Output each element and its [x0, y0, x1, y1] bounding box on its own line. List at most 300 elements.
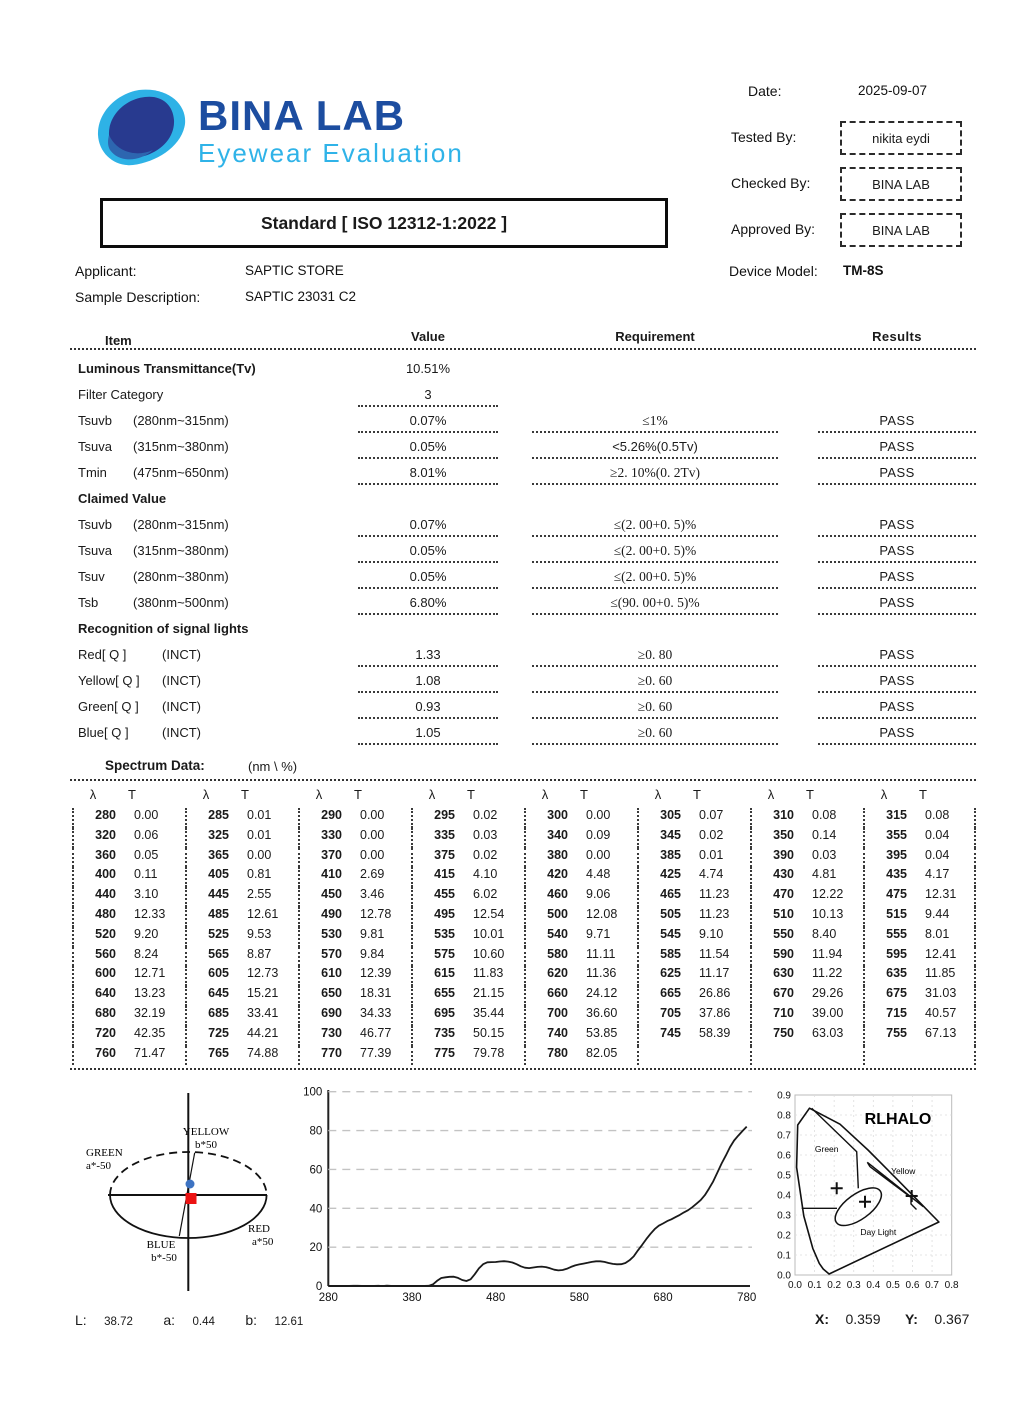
svg-text:0: 0 [315, 1281, 323, 1293]
result-row [70, 539, 976, 565]
transmittance-value: 39.00 [812, 1005, 844, 1020]
bina-lab-logo-icon [95, 88, 189, 173]
transmittance-value: 11.23 [699, 906, 730, 921]
requirement-cell: ≤1% [532, 409, 778, 433]
spectrum-cell [524, 887, 637, 907]
wavelength-value: 390 [773, 847, 794, 862]
wavelength-value: 660 [547, 986, 568, 1001]
spectrum-row [72, 907, 976, 927]
spectrum-cell [863, 986, 976, 1006]
wavelength-value: 500 [547, 906, 568, 921]
wavelength-value: 435 [886, 867, 907, 882]
section-row [70, 617, 976, 643]
spectrum-cell [524, 966, 637, 986]
spectrum-row [72, 1006, 976, 1026]
transmittance-value: 0.02 [699, 827, 724, 842]
spectral-locus-outline [797, 1108, 939, 1274]
transmittance-value: 0.00 [134, 808, 159, 822]
transmittance-value: 0.04 [925, 827, 950, 842]
spectrum-header-cell: λ T [89, 787, 136, 802]
transmittance-value: 4.10 [473, 867, 498, 882]
wavelength-value: 770 [321, 1045, 342, 1060]
spectrum-cell [72, 887, 185, 907]
transmittance-value: 18.31 [360, 986, 392, 1001]
approved-by-value: BINA LAB [872, 222, 930, 238]
label-yellow-axis: YELLOW [182, 1126, 230, 1138]
spectrum-cell [637, 1046, 750, 1066]
wavelength-value: 470 [773, 887, 794, 902]
transmittance-value: 58.39 [699, 1025, 731, 1040]
wavelength-value: 360 [95, 847, 116, 862]
l-value: 38.72 [104, 1316, 133, 1328]
col-header-results: Results [872, 329, 922, 344]
spectrum-cell [72, 1026, 185, 1046]
svg-text:0.3: 0.3 [777, 1210, 791, 1222]
result-row [70, 409, 976, 435]
item-cell [70, 721, 358, 740]
wavelength-value: 630 [773, 966, 794, 981]
spectrum-row [72, 966, 976, 986]
transmittance-value: 9.71 [586, 926, 611, 941]
spectrum-cell [411, 986, 524, 1006]
wavelength-value: 340 [547, 827, 568, 842]
transmittance-value: 12.22 [812, 887, 844, 902]
spectrum-row [72, 947, 976, 967]
a-value: 0.44 [192, 1316, 215, 1328]
checked-by-label: Checked By: [731, 175, 811, 191]
spectrum-cell [750, 808, 863, 828]
wavelength-value: 740 [547, 1025, 568, 1040]
wavelength-value: 280 [95, 808, 116, 822]
sample-description-label: Sample Description: [75, 289, 201, 305]
transmittance-value: 12.73 [247, 966, 279, 981]
checked-by-value: BINA LAB [872, 176, 930, 192]
transmittance-value: 12.61 [247, 906, 279, 921]
wavelength-value: 590 [773, 946, 794, 961]
transmittance-value: 12.33 [134, 906, 166, 921]
transmittance-value: 35.44 [473, 1005, 505, 1020]
transmittance-value: 31.03 [925, 986, 957, 1001]
transmittance-value: 0.02 [473, 808, 498, 822]
svg-text:380: 380 [402, 1292, 422, 1304]
label-green-axis: GREEN [86, 1147, 123, 1159]
item-name: Red[ Q ] [78, 647, 127, 662]
svg-text:780: 780 [737, 1292, 757, 1304]
wavelength-value: 700 [547, 1005, 568, 1020]
value-cell: 1.33 [358, 643, 498, 667]
spectrum-cell [637, 887, 750, 907]
item-name: Yellow[ Q ] [78, 673, 140, 688]
sample-point-dot [186, 1180, 195, 1189]
svg-text:40: 40 [309, 1203, 323, 1216]
wavelength-value: 735 [434, 1025, 455, 1040]
wavelength-value: 495 [434, 906, 455, 921]
results-table [70, 329, 976, 747]
results-table-header [70, 329, 976, 346]
spectrum-header-cell: λ T [880, 787, 927, 802]
transmittance-value: 12.71 [134, 966, 166, 981]
spectrum-cell [298, 1026, 411, 1046]
spectrum-cell [411, 927, 524, 947]
item-cell [70, 643, 358, 662]
spectrum-header-cell: λ T [654, 787, 701, 802]
svg-text:0.7: 0.7 [925, 1280, 940, 1291]
logo-subtitle: Eyewear Evaluation [198, 138, 464, 168]
item-range: (280nm~315nm) [133, 517, 229, 532]
wavelength-value: 350 [773, 827, 794, 842]
spectrum-table [72, 787, 976, 1065]
result-row [70, 357, 976, 383]
svg-text:0.1: 0.1 [777, 1250, 791, 1262]
item-cell [70, 461, 358, 480]
svg-text:480: 480 [486, 1292, 506, 1304]
svg-text:0.2: 0.2 [827, 1280, 842, 1291]
transmittance-value: 0.00 [360, 808, 385, 822]
svg-text:0.0: 0.0 [788, 1280, 802, 1291]
transmittance-value: 12.39 [360, 966, 392, 981]
svg-text:0.9: 0.9 [777, 1090, 791, 1102]
spectrum-cell [185, 887, 298, 907]
item-name: Tsb [78, 595, 99, 610]
transmittance-value: 0.00 [247, 847, 272, 862]
svg-text:0.5: 0.5 [777, 1170, 791, 1182]
wavelength-value: 680 [95, 1005, 116, 1020]
wavelength-value: 570 [321, 946, 342, 961]
label-red-sub: a*50 [252, 1236, 274, 1248]
spectrum-cell [72, 907, 185, 927]
y-label: Y: [904, 1311, 918, 1327]
wavelength-value: 685 [208, 1005, 229, 1020]
item-cell [70, 409, 358, 428]
svg-text:0.1: 0.1 [807, 1280, 822, 1291]
wavelength-value: 490 [321, 906, 342, 921]
item-name: Tmin [78, 465, 107, 480]
wavelength-value: 645 [208, 986, 229, 1001]
value-cell: 0.05% [358, 435, 498, 459]
transmittance-value: 53.85 [586, 1025, 618, 1040]
transmittance-value: 9.84 [360, 946, 385, 961]
requirement-cell [532, 357, 778, 381]
b-label: b: [245, 1312, 258, 1328]
result-cell: PASS [818, 539, 976, 563]
logo-text-block [198, 92, 464, 168]
transmittance-value: 0.00 [360, 847, 385, 862]
requirement-cell: ≥0. 60 [532, 695, 778, 719]
spectrum-cell [411, 808, 524, 828]
l-label: L: [75, 1312, 87, 1328]
requirement-cell: ≥0. 60 [532, 721, 778, 745]
result-row [70, 643, 976, 669]
standard-title-box [100, 198, 668, 248]
wavelength-value: 285 [208, 808, 229, 822]
svg-text:0.3: 0.3 [846, 1280, 861, 1291]
spectrum-row [72, 867, 976, 887]
requirement-cell: ≤(2. 00+0. 5)% [532, 565, 778, 589]
wavelength-value: 565 [208, 946, 229, 961]
wavelength-value: 380 [547, 847, 568, 862]
spectrum-row [72, 848, 976, 868]
spectrum-cell [750, 848, 863, 868]
wavelength-value: 640 [95, 986, 116, 1001]
spectrum-cell [411, 1046, 524, 1066]
spectrum-cell [298, 986, 411, 1006]
wavelength-value: 505 [660, 906, 681, 921]
wavelength-value: 615 [434, 966, 455, 981]
cie-label-daylight: Day Light [860, 1227, 897, 1237]
transmittance-value: 82.05 [586, 1045, 618, 1060]
label-red-axis: RED [248, 1223, 270, 1235]
spectrum-cell [637, 947, 750, 967]
cie-chromaticity-chart [765, 1085, 1020, 1325]
requirement-cell: ≥0. 80 [532, 643, 778, 667]
spectrum-cell [863, 848, 976, 868]
spectrum-cell [524, 1046, 637, 1066]
value-cell: 0.93 [358, 695, 498, 719]
wavelength-value: 595 [886, 946, 907, 961]
item-range: (INCT) [162, 725, 201, 740]
spectrum-header-cell: λ T [315, 787, 362, 802]
cie-label-yellow: Yellow [891, 1166, 916, 1176]
wavelength-value: 290 [321, 808, 342, 822]
transmittance-value: 24.12 [586, 986, 618, 1001]
transmittance-value: 3.10 [134, 887, 159, 902]
wavelength-value: 385 [660, 847, 681, 862]
spectrum-row [72, 887, 976, 907]
spectrum-cell [524, 986, 637, 1006]
spectrum-cell [863, 1046, 976, 1066]
transmittance-value: 0.00 [586, 847, 611, 862]
transmittance-value: 21.15 [473, 986, 505, 1001]
wavelength-value: 300 [547, 808, 568, 822]
wavelength-value: 455 [434, 887, 455, 902]
wavelength-value: 525 [208, 926, 229, 941]
transmittance-value: 44.21 [247, 1025, 279, 1040]
requirement-cell: ≥0. 60 [532, 669, 778, 693]
result-row [70, 565, 976, 591]
spectrum-row [72, 808, 976, 828]
transmittance-value: 0.08 [925, 808, 950, 822]
spectrum-cell [411, 947, 524, 967]
spectrum-cell [637, 828, 750, 848]
spectrum-cell [863, 1006, 976, 1026]
requirement-cell: ≤(2. 00+0. 5)% [532, 513, 778, 537]
value-cell: 8.01% [358, 461, 498, 485]
spectrum-cell [72, 966, 185, 986]
spectrum-cell [524, 1026, 637, 1046]
transmittance-value: 8.40 [812, 926, 837, 941]
spectrum-cell [411, 1006, 524, 1026]
result-cell: PASS [818, 513, 976, 537]
spectrum-cell [750, 907, 863, 927]
wavelength-value: 325 [208, 827, 229, 842]
spectrum-cell [750, 947, 863, 967]
spectrum-divider-bottom [70, 1068, 976, 1070]
result-cell: PASS [818, 695, 976, 719]
transmittance-value: 0.00 [360, 827, 385, 842]
value-cell: 3 [358, 383, 498, 407]
wavelength-value: 780 [547, 1045, 568, 1060]
transmittance-value: 0.05 [134, 847, 159, 862]
svg-text:0.5: 0.5 [885, 1280, 900, 1291]
spectrum-header-cell: λ T [202, 787, 249, 802]
spectrum-cell [185, 848, 298, 868]
svg-text:0.4: 0.4 [777, 1190, 791, 1202]
wavelength-value: 725 [208, 1025, 229, 1040]
requirement-cell: ≥2. 10%(0. 2Tv) [532, 461, 778, 485]
transmittance-value: 12.54 [473, 906, 505, 921]
spectrum-cell [72, 848, 185, 868]
transmittance-value: 11.23 [699, 887, 730, 902]
x-label: X: [815, 1311, 829, 1327]
spectrum-cell [637, 867, 750, 887]
value-cell: 0.05% [358, 539, 498, 563]
xy-values-row [815, 1311, 969, 1329]
item-name: Filter Category [78, 387, 164, 402]
wavelength-value: 545 [660, 926, 681, 941]
spectrum-header-cell: λ T [767, 787, 814, 802]
spectrum-header-cell: λ T [541, 787, 588, 802]
requirement-cell: ≤(2. 00+0. 5)% [532, 539, 778, 563]
item-cell [70, 383, 358, 402]
item-cell [70, 695, 358, 714]
checked-by-box [840, 167, 962, 201]
item-name: Tsuvb [78, 517, 112, 532]
transmittance-value: 36.60 [586, 1005, 618, 1020]
col-header-value: Value [411, 329, 445, 344]
spectrum-cell [185, 1046, 298, 1066]
transmittance-value: 32.19 [134, 1005, 166, 1020]
wavelength-value: 605 [208, 966, 229, 981]
result-cell [818, 383, 976, 407]
wavelength-value: 315 [886, 808, 907, 822]
wavelength-value: 750 [773, 1025, 794, 1040]
wavelength-value: 345 [660, 827, 681, 842]
transmittance-value: 4.17 [925, 867, 950, 882]
value-cell: 0.07% [358, 513, 498, 537]
transmittance-value: 2.69 [360, 867, 385, 882]
item-cell [70, 565, 358, 584]
item-name: Tsuva [78, 439, 112, 454]
transmittance-value: 9.20 [134, 926, 159, 941]
transmittance-value: 12.41 [925, 946, 957, 961]
transmittance-value: 26.86 [699, 986, 731, 1001]
transmittance-value: 0.00 [586, 808, 611, 822]
lab-values-row [75, 1312, 303, 1330]
results-rows [70, 350, 976, 747]
svg-text:20: 20 [309, 1242, 323, 1255]
spectrum-cell [637, 927, 750, 947]
date-value: 2025-09-07 [858, 83, 928, 98]
transmittance-value: 4.81 [812, 867, 837, 882]
spectrum-cell [298, 828, 411, 848]
spectrum-cell [298, 947, 411, 967]
item-name: Tsuvb [78, 413, 112, 428]
transmittance-value: 46.77 [360, 1025, 392, 1040]
transmittance-value: 10.60 [473, 946, 505, 961]
item-name: Tsuv [78, 569, 105, 584]
svg-text:0.8: 0.8 [944, 1280, 959, 1291]
wavelength-value: 450 [321, 887, 342, 902]
requirement-cell: <5.26%(0.5Tv) [532, 435, 778, 459]
sample-description-value: SAPTIC 23031 C2 [245, 289, 357, 304]
wavelength-value: 410 [321, 867, 342, 882]
transmittance-value: 9.53 [247, 926, 272, 941]
spectrum-cell [863, 907, 976, 927]
spectrum-cell [411, 887, 524, 907]
wavelength-value: 310 [773, 808, 794, 822]
item-name: Green[ Q ] [78, 699, 139, 714]
item-name: Tsuva [78, 543, 112, 558]
transmittance-value: 71.47 [134, 1045, 166, 1060]
transmittance-value: 0.14 [812, 827, 837, 842]
transmittance-value: 11.22 [812, 966, 843, 981]
spectrum-cell [863, 867, 976, 887]
spectrum-cell [72, 986, 185, 1006]
spectrum-cell [863, 927, 976, 947]
spectrum-cell [411, 966, 524, 986]
spectrum-cell [185, 1026, 298, 1046]
result-cell: PASS [818, 565, 976, 589]
wavelength-value: 650 [321, 986, 342, 1001]
transmittance-value: 29.26 [812, 986, 844, 1001]
result-row [70, 435, 976, 461]
svg-text:580: 580 [569, 1292, 589, 1304]
transmittance-value: 0.01 [247, 827, 272, 842]
section-row [70, 487, 976, 513]
spectrum-cell [637, 986, 750, 1006]
transmittance-value: 9.81 [360, 926, 385, 941]
spectrum-cell [298, 808, 411, 828]
transmittance-value: 13.23 [134, 986, 166, 1001]
label-blue-axis: BLUE [146, 1239, 176, 1251]
wavelength-value: 480 [95, 906, 116, 921]
item-range: (315nm~380nm) [133, 439, 229, 454]
wavelength-value: 535 [434, 926, 455, 941]
wavelength-value: 440 [95, 887, 116, 902]
wavelength-value: 760 [95, 1045, 116, 1060]
transmittance-value: 10.01 [473, 926, 505, 941]
wavelength-value: 330 [321, 827, 342, 842]
spectrum-row [72, 1046, 976, 1066]
result-cell: PASS [818, 643, 976, 667]
spectrum-cell [863, 887, 976, 907]
spectrum-cell [750, 867, 863, 887]
transmittance-value: 8.01 [925, 926, 950, 941]
wavelength-value: 355 [886, 827, 907, 842]
spectrum-cell [72, 1046, 185, 1066]
wavelength-value: 715 [886, 1005, 907, 1020]
item-cell [70, 591, 358, 610]
value-cell: 10.51% [405, 361, 451, 376]
transmittance-value: 0.04 [925, 847, 950, 862]
transmittance-value: 33.41 [247, 1005, 279, 1020]
spectrum-cell [524, 907, 637, 927]
result-cell: PASS [818, 721, 976, 745]
device-model-value: TM-8S [843, 263, 884, 278]
transmittance-value: 0.08 [812, 808, 837, 822]
result-row [70, 669, 976, 695]
spectrum-cell [72, 927, 185, 947]
result-row [70, 513, 976, 539]
transmittance-value: 8.24 [134, 946, 159, 961]
result-cell: PASS [818, 435, 976, 459]
approved-by-box [840, 213, 962, 247]
wavelength-value: 295 [434, 808, 455, 822]
x-value: 0.359 [845, 1311, 881, 1327]
spectrum-cell [185, 927, 298, 947]
item-range: (475nm~650nm) [133, 465, 229, 480]
item-range: (INCT) [162, 647, 201, 662]
